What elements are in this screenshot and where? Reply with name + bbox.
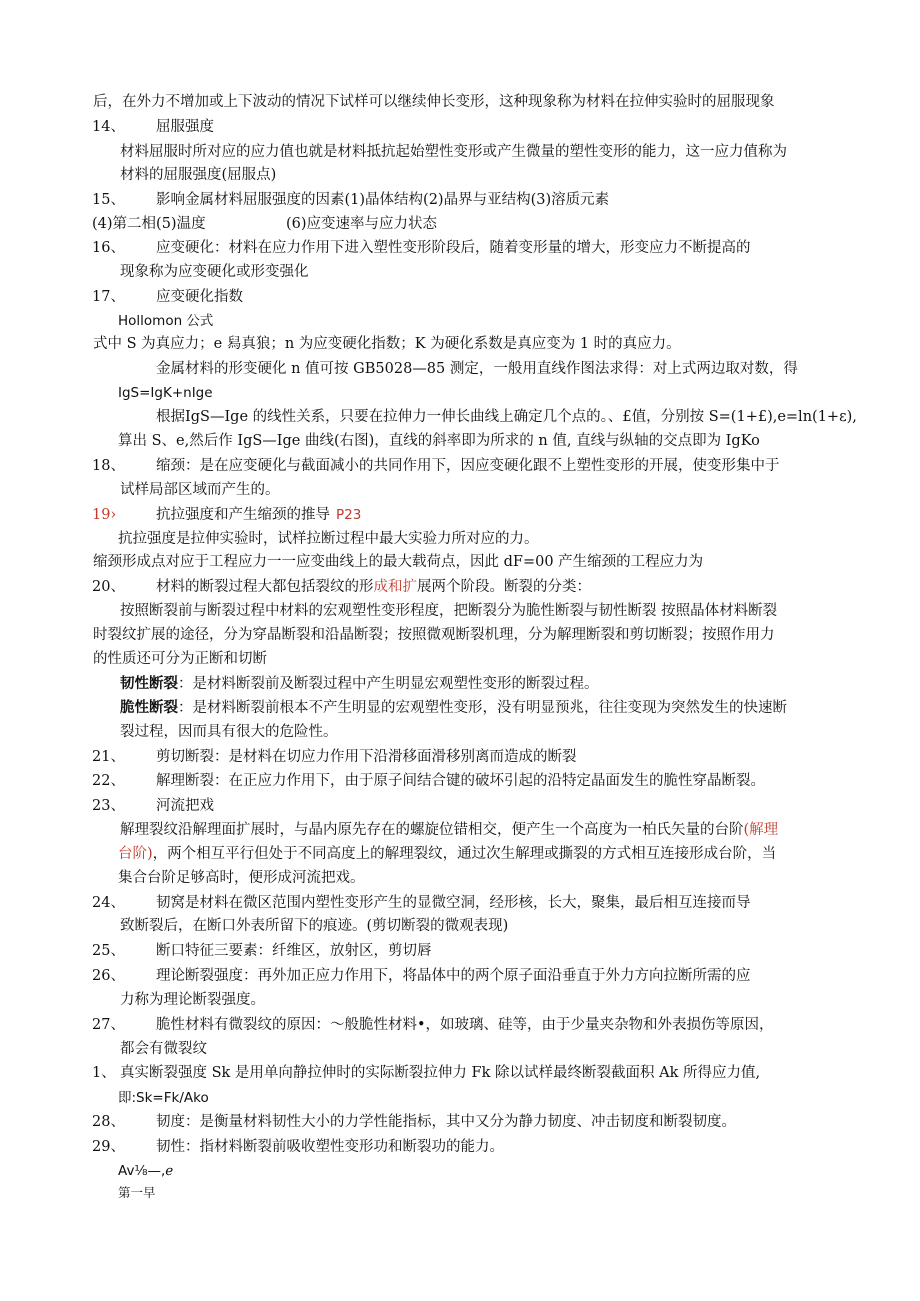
text-line: (6)应变速率与应力状态 bbox=[286, 216, 438, 232]
text-line: 算出 S、e,然后作 IgS—Ige 曲线(右图)，直线的斜率即为所求的 n 值, 直线与纵轴的交点即为 IgKo bbox=[118, 433, 760, 449]
term-label: 脆性断裂 bbox=[120, 699, 178, 716]
text-line bbox=[156, 577, 591, 597]
text-line: 材料屈服时所对应的应力值也就是材料抵抗起始塑性变形或产生微量的塑性变形的能力，这一应力值称为 bbox=[120, 144, 787, 160]
chapter-label: 第一早 bbox=[118, 1185, 156, 1200]
text-line: 解理断裂：在正应力作用下，由于原子间结合键的破坏引起的沿特定晶面发生的脆性穿晶断裂。 bbox=[156, 773, 765, 789]
text-line: 都会有微裂纹 bbox=[120, 1041, 207, 1057]
text-line: 缩颈形成点对应于工程应力一一应变曲线上的最大载荷点，因此 dF=00 产生缩颈的工程应力为 bbox=[93, 554, 704, 570]
formula-line: IgS=IgK+nIge bbox=[118, 385, 213, 401]
text-line bbox=[120, 820, 778, 840]
item-number: 20、 bbox=[92, 579, 125, 595]
text-line: 致断裂后，在断口外表所留下的痕迹。(剪切断裂的微观表现) bbox=[120, 918, 509, 934]
item-number: 28、 bbox=[92, 1114, 125, 1130]
item-number: 16、 bbox=[92, 240, 125, 256]
text-span: ：是材料断裂前根本不产生明显的宏观塑性变形，没有明显预兆，往往变现为突然发生的快速断 bbox=[178, 700, 787, 716]
item-number: 27、 bbox=[92, 1017, 125, 1033]
item-number: 21、 bbox=[92, 749, 125, 765]
text-span: 材料的断裂过程大都包括裂纹的形 bbox=[156, 579, 374, 595]
item-number: 24、 bbox=[92, 895, 125, 911]
text-line: Hollomon 公式 bbox=[118, 313, 214, 329]
item-number: 15、 bbox=[92, 192, 125, 208]
item-number: 29、 bbox=[92, 1139, 125, 1155]
text-line: 时裂纹扩展的途径，分为穿晶断裂和沿晶断裂；按照微观断裂机理，分为解理断裂和剪切断裂；按照作用力 bbox=[93, 627, 775, 643]
heading-line: 河流把戏 bbox=[156, 798, 214, 814]
text-line: 缩颈：是在应变硬化与截面减小的共同作用下，因应变硬化跟不上塑性变形的开展，使变形集中于 bbox=[156, 458, 780, 474]
highlighted-text: 台阶) bbox=[118, 846, 153, 862]
item-number: 25、 bbox=[92, 943, 125, 959]
text-line: 脆性材料有微裂纹的原因：〜般脆性材料•，如玻璃、硅等，由于少量夹杂物和外表损伤等原因， bbox=[156, 1017, 774, 1033]
heading-text: 抗拉强度和产生缩颈的推导 bbox=[156, 507, 330, 523]
text-line: 韧窝是材料在微区范围内塑性变形产生的显微空洞，经形核，长大，聚集，最后相互连接而导 bbox=[156, 895, 751, 911]
text-line: 理论断裂强度：再外加正应力作用下，将晶体中的两个原子面沿垂直于外力方向拉断所需的应 bbox=[156, 968, 751, 984]
text-line: 裂过程，因而具有很大的危险性。 bbox=[120, 724, 338, 740]
text-line: 力称为理论断裂强度。 bbox=[120, 992, 265, 1008]
text-span: 解理裂纹沿解理面扩展时，与晶内原先存在的螺旋位错相交，便产生一个高度为一柏氏矢量的台阶 bbox=[120, 822, 744, 838]
term-label: 韧性断裂 bbox=[120, 675, 178, 692]
item-number: 26、 bbox=[92, 968, 125, 984]
page-reference: P23 bbox=[336, 507, 362, 523]
item-number: 22、 bbox=[92, 773, 125, 789]
text-line: 现象称为应变硬化或形变强化 bbox=[120, 264, 309, 280]
item-number: 1、 bbox=[92, 1065, 116, 1081]
formula-line: Av⅛—,ℯ bbox=[118, 1163, 174, 1179]
text-line: 材料的屈服强度(屈服点) bbox=[120, 167, 277, 183]
text-span: 展两个阶段。断裂的分类： bbox=[417, 579, 591, 595]
text-line bbox=[120, 674, 599, 694]
text-line: 影响金属材料屈服强度的因素(1)晶体结构(2)晶界与亚结构(3)溶质元素 bbox=[156, 192, 610, 208]
item-number: 14、 bbox=[92, 119, 125, 135]
item-number: 23、 bbox=[92, 798, 125, 814]
heading-line: 屈服强度 bbox=[156, 119, 214, 135]
text-span: ，两个相互平行但处于不同高度上的解理裂纹，通过次生解理或撕裂的方式相互连接形成台阶，当 bbox=[152, 846, 777, 862]
text-line: 断口特征三要素：纤维区，放射区，剪切唇 bbox=[156, 943, 432, 959]
highlighted-text: (解理 bbox=[743, 822, 779, 838]
text-line: 式中 S 为真应力；e 舄真狼；n 为应变硬化指数；K 为硬化系数是真应变为 1 时的真应力。 bbox=[93, 336, 681, 352]
item-number: 17、 bbox=[92, 289, 125, 305]
text-line: 剪切断裂：是材料在切应力作用下沿滑移面滑移别离而造成的断裂 bbox=[156, 749, 577, 765]
heading-line: 应变硬化指数 bbox=[156, 289, 243, 305]
text-line: 真实断裂强度 Sk 是用单向静拉伸时的实际断裂拉伸力 Fk 除以试样最终断裂截面积 Ak 所得应力值, bbox=[120, 1065, 761, 1081]
text-line: 按照断裂前与断裂过程中材料的宏观塑性变形程度，把断裂分为脆性断裂与韧性断裂 按照晶体材料断裂 bbox=[120, 603, 778, 619]
text-line: 的性质还可分为正断和切断 bbox=[93, 651, 267, 667]
heading-line bbox=[156, 505, 361, 525]
text-line: 韧性：指材料断裂前吸收塑性变形功和断裂功的能力。 bbox=[156, 1139, 504, 1155]
text-line: 韧度：是衡量材料韧性大小的力学性能指标，其中又分为静力韧度、冲击韧度和断裂韧度。 bbox=[156, 1114, 736, 1130]
formula-line: 即:Sk=Fk/Ako bbox=[118, 1090, 209, 1106]
text-line: 抗拉强度是拉伸实验时，试样拉断过程中最大实验力所对应的力。 bbox=[118, 531, 539, 547]
item-number: 18、 bbox=[92, 458, 125, 474]
text-line bbox=[118, 844, 776, 864]
text-line: 应变硬化：材料在应力作用下进入塑性变形阶段后，随着变形量的增大，形变应力不断提高的 bbox=[156, 240, 751, 256]
text-line: 金属材料的形变硬化 n 值可按 GB5028—85 测定，一般用直线作图法求得：对上式两边取对数，得 bbox=[156, 361, 798, 377]
text-span: ：是材料断裂前及断裂过程中产生明显宏观塑性变形的断裂过程。 bbox=[178, 676, 599, 692]
text-line: 集合台阶足够高时，便形成河流把戏。 bbox=[118, 870, 365, 886]
text-line: (4)第二相(5)温度 bbox=[92, 216, 206, 232]
item-number: 19› bbox=[92, 507, 117, 523]
text-line: 后，在外力不增加或上下波动的情况下试样可以继续伸长变形，这种现象称为材料在拉伸实验时的屈服现象 bbox=[93, 94, 775, 110]
text-line: 根据IgS—Ige 的线性关系，只要在拉伸力一伸长曲线上确定几个点的。、£值，分别按 S=(1+£),e=ln(1+ε), bbox=[156, 409, 857, 425]
highlighted-text: 成和扩 bbox=[373, 579, 417, 595]
text-line: 试样局部区域而产生的。 bbox=[120, 482, 280, 498]
text-line bbox=[120, 698, 787, 718]
